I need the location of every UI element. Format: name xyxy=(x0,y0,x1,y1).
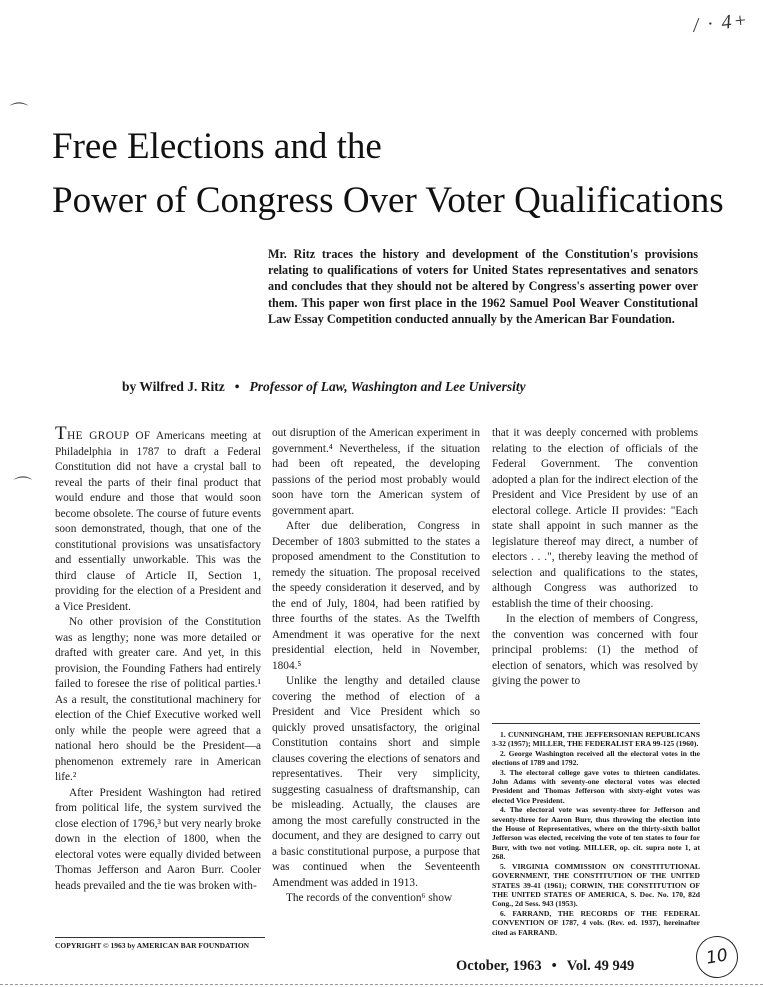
circled-annotation: 10 xyxy=(693,933,742,982)
text-column-3 xyxy=(492,426,698,690)
footnote: 5. VIRGINIA COMMISSION ON CONSTITUTIONAL GOVERNMENT, THE CONSTITUTION OF THE UNITED STATES 39-41 (1961); CORWIN, THE CONSTITUTION OF THE UNITED STATES OF AMERICA, S. Doc. No. 170, 82d Cong., 2d Sess. 943 (1953). xyxy=(492,861,700,909)
margin-mark-icon: ⌒ xyxy=(10,102,28,123)
volume-number: Vol. 49 xyxy=(566,958,609,974)
article-title xyxy=(52,120,742,228)
folio-separator: • xyxy=(551,958,557,974)
paragraph: that it was deeply concerned with problems relating to the election of officials of the Federal Government. The convention adopted a plan for the indirect election of the President and Vice President by use of an electoral college. Article II provides: "Each state shall appoint in such manner as the legislature thereof may direct, a number of electors . . .", thereby leaving the method of selection and qualifications to the states, although Congress was authorized to establish the time of their choosing. xyxy=(492,427,698,610)
byline-separator: • xyxy=(234,379,240,394)
title-line-1: Free Elections and the xyxy=(52,126,382,167)
footnote: 2. George Washington received all the electoral votes in the elections of 1789 and 1792. xyxy=(492,748,700,768)
author-affiliation: Professor of Law, Washington and Lee University xyxy=(249,379,526,394)
lead-in: HE GROUP OF xyxy=(67,430,151,442)
handwritten-page-note: / · 4+ xyxy=(691,9,750,37)
paragraph: Unlike the lengthy and detailed clause covering the method of election of a President and Vice President which so quickly proved unsatisfactory, the original Constitution contains short and simple clauses covering the elections of senators and representatives. Their very simplicity, suggesting casualness of draftsmanship, can be misleading. Actually, the clauses are among the most carefully constructed in the document, and they are designed to carry out a basic constitutional purpose, a purpose that was continued when the Seventeenth Amendment was added in 1913. xyxy=(272,675,480,889)
footnote: 3. The electoral college gave votes to thirteen candidates. John Adams with seventy-one electoral votes was elected President and Thomas Jefferson with sixty-eight votes was elected Vice President. xyxy=(492,767,700,805)
paragraph: The records of the convention⁶ show xyxy=(286,892,453,904)
paragraph xyxy=(55,423,262,615)
article-abstract: Mr. Ritz traces the history and development of the Constitution's provisions relating to qualifications of voters for United States representatives and senators and concludes that they should not be altered by Congress's asserting power over them. This paper won first place in the 1962 Samuel Pool Weaver Constitutional Law Essay Competition conducted annually by the American Bar Foundation. xyxy=(268,247,698,326)
author-name: by Wilfred J. Ritz xyxy=(122,379,225,394)
footnote: 6. FARRAND, THE RECORDS OF THE FEDERAL CONVENTION OF 1787, 4 vols. (Rev. ed. 1937), hereinafter cited as FARRAND. xyxy=(492,908,700,937)
footnote: 4. The electoral vote was seventy-three for Jefferson and seventy-three for Aaron Burr, thus throwing the election into the House of Representatives, where on the thirty-sixth ballot Jefferson was elected, receiving the vote of ten states to four for Burr, with two not voting. MILLER, op. cit. supra note 1, at 268. xyxy=(492,805,700,862)
byline xyxy=(122,379,722,395)
paragraph: After due deliberation, Congress in December of 1803 submitted to the states a proposed amendment to the Constitution to remedy the situation. The proposal received the speedy consideration it deserved, and by the end of July, 1804, had been ratified by three fourths of the states. As the Twelfth Amendment it was operative for the next presidential election, held in November, 1804.⁵ xyxy=(272,520,480,672)
paragraph: out disruption of the American experiment in government.⁴ Nevertheless, if the situation had been oft repeated, the developing passions of the period most probably would soon have torn the American system of government apart. xyxy=(272,427,480,517)
page-number: 949 xyxy=(612,958,635,974)
issue-date: October, 1963 xyxy=(456,958,542,974)
drop-cap: T xyxy=(55,423,68,444)
copyright-notice: COPYRIGHT © 1963 by AMERICAN BAR FOUNDATION xyxy=(55,937,265,950)
paragraph: In the election of members of Congress, the convention was concerned with four principal problems: (1) the method of election of senators, which was resolved by giving the power to xyxy=(492,613,698,687)
paragraph: After President Washington had retired from political life, the system survived the close election of 1796,³ but very nearly broke down in the election of 1800, when the electoral votes were equally divided between Thomas Jefferson and Aaron Burr. Cooler heads prevailed and the tie was broken with- xyxy=(55,786,261,892)
paragraph-text: Americans meeting at Philadelphia in 1787 to draft a Federal Constitution did not have a crystal ball to reveal the parts of their final product that would endure and those that would soon become obsolete. The course of future events soon demonstrated, though, that one of the constitutional provisions was unsatisfactory and essentially unworkable. This was the third clause of Article II, Section 1, providing for the election of a President and a Vice President. xyxy=(55,430,262,613)
margin-mark-icon: ⌒ xyxy=(14,476,32,497)
footnotes xyxy=(492,723,700,937)
page-edge-divider xyxy=(0,984,763,985)
footnote: 1. CUNNINGHAM, THE JEFFERSONIAN REPUBLICANS 3-32 (1957); MILLER, THE FEDERALIST ERA 99-125 (1960). xyxy=(492,730,700,749)
paragraph: No other provision of the Constitution was as lengthy; none was more detailed or drafted with greater care. And yet, in this provision, the Founding Fathers had entirely failed to foresee the rise of political parties.¹ As a result, the constitutional machinery for election of the Chief Executive worked well only while the people were agreed that a national hero should be the President—a phenomenon extremely rare in American life.² xyxy=(55,616,261,783)
text-column-1 xyxy=(55,423,262,894)
text-column-2 xyxy=(272,426,480,907)
title-line-2: Power of Congress Over Voter Qualifications xyxy=(52,180,724,221)
page-folio xyxy=(456,958,634,975)
